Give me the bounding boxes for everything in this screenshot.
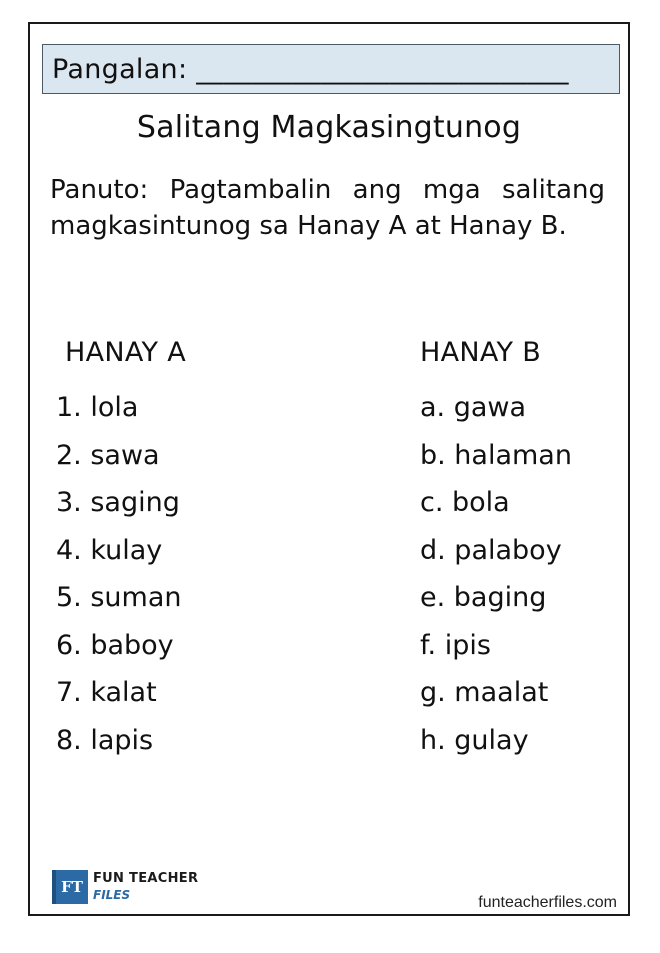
column-a-item: 1. lola — [56, 392, 139, 423]
column-b-item: g. maalat — [420, 677, 549, 708]
worksheet-title: Salitang Magkasingtunog — [136, 110, 522, 145]
instructions — [50, 172, 605, 244]
website-url: funteacherfiles.com — [478, 894, 617, 911]
instructions-text: Pagtambalin ang mga salitang magkasintunog sa Hanay A at Hanay B. — [50, 175, 605, 241]
column-b-item: f. ipis — [420, 629, 491, 661]
column-b-item: h. gulay — [420, 724, 529, 756]
name-field[interactable] — [42, 44, 620, 94]
column-a-header: HANAY A — [65, 337, 186, 368]
column-a-item: 6. baboy — [56, 629, 174, 661]
fun-teacher-files-logo — [52, 870, 198, 904]
column-b — [420, 334, 620, 764]
instructions-label: Panuto: — [50, 175, 149, 205]
logo-mark-icon: FT — [52, 870, 88, 904]
worksheet — [28, 22, 630, 916]
column-a-item: 2. sawa — [56, 439, 160, 471]
column-a — [56, 334, 356, 764]
column-a-item: 8. lapis — [56, 724, 154, 756]
column-a-item: 5. suman — [56, 582, 182, 613]
column-b-item: c. bola — [420, 487, 510, 518]
column-a-item: 7. kalat — [56, 677, 157, 708]
column-a-item: 4. kulay — [56, 534, 163, 566]
name-field-label: Pangalan: ___________________________ — [52, 53, 569, 85]
logo-line1: FUN TEACHER — [93, 871, 199, 886]
logo-text — [93, 871, 198, 903]
column-b-item: e. baging — [420, 582, 547, 613]
column-a-item: 3. saging — [56, 487, 180, 518]
column-b-item: b. halaman — [420, 439, 572, 471]
logo-line2: FILES — [93, 888, 131, 902]
column-b-item: a. gawa — [420, 392, 527, 423]
column-b-item: d. palaboy — [420, 534, 562, 566]
column-b-header: HANAY B — [420, 337, 542, 368]
